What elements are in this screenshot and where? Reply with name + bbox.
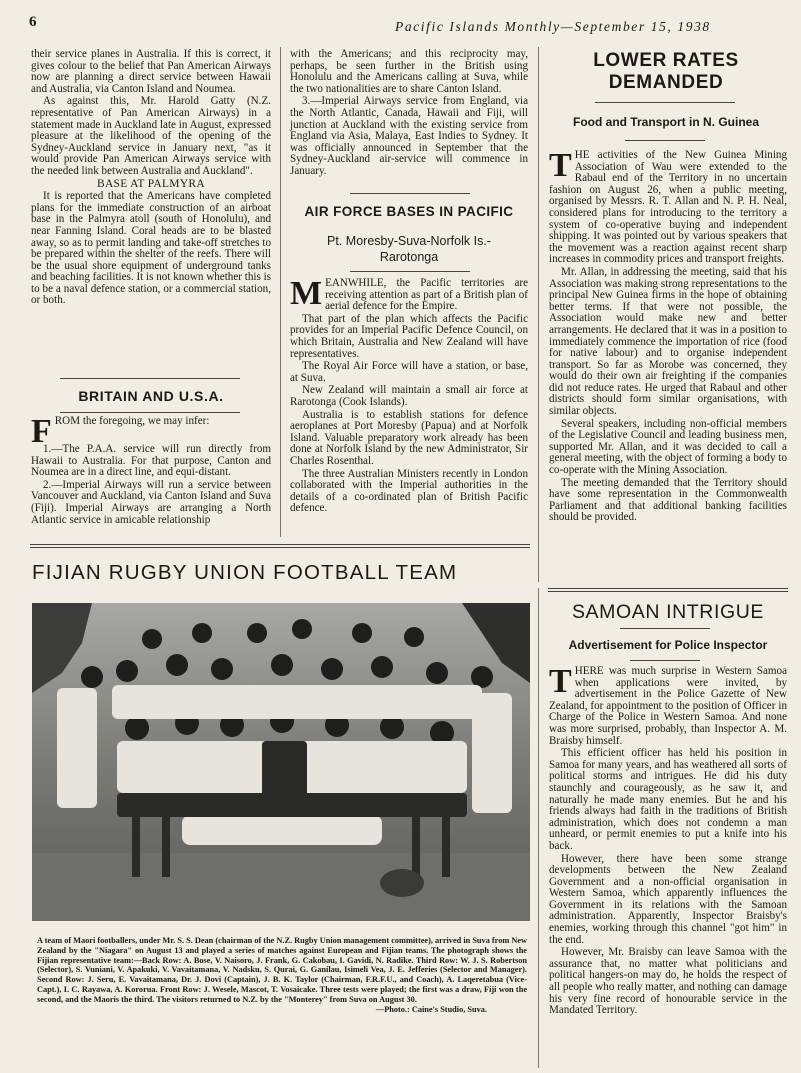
photo-caption: [37, 936, 527, 1014]
heading-rule: [625, 140, 705, 141]
col2-para7: Australia is to establish stations for defence aeroplanes at Port Moresby (Papua) and at Norfolk Island. Valuable preparatory work already has been done at Norfolk Island by the new Administrator, Sir Charles Rosenthal.: [290, 408, 528, 467]
heading-fijian-rugby: FIJIAN RUGBY UNION FOOTBALL TEAM: [32, 561, 458, 584]
samoan-column: [549, 663, 787, 1018]
samoan-para3: However, there have been some strange developments between the New Zealand Government and a non-official organisation in Western Samoa, which apparently influences the Government in its relations with the Samoan administration. Apparently, Inspector Braisby's enemies, working through this channel "got him" in the end.: [549, 852, 787, 946]
column-1: [31, 49, 271, 308]
samoan-para2: This efficient officer has held his position in Samoa for many years, and has weathered all sorts of political storms and intrigues. He did his duty staunchly and courageously, as he saw it, and naturally he made many enemies. But he and his friends always had faith in the traditions of British administration, which does not condemn a man unheard, or permit enemies to put a knife into his back.: [549, 747, 787, 852]
subheading-routes: Pt. Moresby-Suva-Norfolk Is.-Rarotonga: [327, 234, 491, 264]
col3-para4: The meeting demanded that the Territory should have some representation in the Commonwealth Parliament and that additional banking facilities should be provided.: [549, 476, 787, 524]
col3-para3: Several speakers, including non-official members of the Legislative Council and leading business men, supported Mr. Allan, and it was decided to call a general meeting, with the object of forming a body to co-operate with the Mining Association.: [549, 417, 787, 477]
heading-rule: [350, 193, 470, 194]
column-3: [549, 147, 787, 525]
heading-rule: [350, 271, 470, 272]
col1-para5: 1.—The P.A.A. service will run directly from Hawaii to Australia. For that purpose, Canton and Noumea are in a direct line, and equi-distant.: [31, 443, 271, 479]
section-divider: [548, 588, 788, 592]
dropcap-f: F: [31, 413, 52, 450]
column-2-lower: [290, 275, 528, 516]
subhead-base-at-palmyra: BASE AT PALMYRA: [96, 177, 206, 190]
heading-lower-rates: LOWER RATES DEMANDED: [593, 50, 739, 93]
col2-para6: New Zealand will maintain a small air force at Rarotonga (Cook Islands).: [290, 384, 528, 408]
heading-rule: [60, 378, 240, 379]
section-divider: [30, 544, 530, 548]
heading-britain-usa: BRITAIN AND U.S.A.: [78, 388, 224, 404]
page-number: 6: [29, 14, 37, 30]
column-divider: [280, 47, 281, 537]
column-divider: [538, 47, 539, 582]
dropcap-m: M: [290, 275, 323, 312]
column-1-lower: [31, 413, 271, 527]
heading-rule: [620, 628, 710, 629]
col1-para2: As against this, Mr. Harold Gatty (N.Z. representative of Pan American Airways) in a statement made in Auckland late in August, expressed pleasure at the likelihood of the opening of the Sydney-Auckland service in January next, "as it would provide Pan American Airways service with the needed link between Australia and Auckland".: [31, 95, 271, 177]
publication-header: Pacific Islands Monthly—September 15, 1938: [395, 19, 711, 34]
samoan-para1: HERE was much surprise in Western Samoa when applications were invited, by advertisement in the Police Gazette of New Zealand, for appointment to the position of Officer in Charge of the Police in Western Samoa. And none was more surprised, probably, than Inspector A. M. Braisby himself.: [549, 665, 787, 747]
heading-samoan-intrigue: SAMOAN INTRIGUE: [571, 601, 765, 623]
subheading-new-guinea: Food and Transport in N. Guinea: [572, 115, 759, 129]
heading-rule: [595, 102, 735, 103]
col1-para4: ROM the foregoing, we may infer:: [54, 415, 210, 427]
col1-para3: It is reported that the Americans have completed plans for the immediate construction of an airboat base in the Palmyra atoll (south of Honolulu), and near Fanning Island. Coral heads are to be blasted away, so as to permit landing and take-off stretches to be prepared within the shelter of the reefs. There will be the usual shore equipment of underground tanks and beaching facilities. It is not known whether this is to be a naval defence station, or a commercial station, or both.: [31, 190, 271, 307]
col2-para4: That part of the plan which affects the Pacific provides for an Imperial Pacific Defence Council, on which Britain, Australia and New Zealand will have representatives.: [290, 312, 528, 360]
col3-para1: HE activities of the New Guinea Mining Association of Wau were extended to the Rabaul end of the Territory in no uncertain fashion on August 26, when a public meeting, organised by Messrs. R. T. Allan and N. P. H. Neal, considered plans for introducing to the territory a system of co-operative buying and independent shipping. It was pointed out by various speakers that the movement was a reaction against recent sharp increases in commodity prices and transport freights.: [549, 149, 787, 266]
column-2: [290, 49, 528, 179]
dropcap-t: T: [549, 663, 572, 700]
caption-text: A team of Maori footballers, under Mr. S. S. Dean (chairman of the N.Z. Rugby Union management committee), arrived in Suva from New Zealand by the "Niagara" on August 13 and played a series of matches against European and Fijian teams. The photograph shows the Fijian representative team:—Back Row: A. Bose, V. Naisoro, J. Frank, G. Cakobau, I. Gavidi, N. Radike. Third Row: W. J. S. Robertson (Selector), S. Vuniani, V. Apakuki, V. Vavaitamana, V. Nadsku, S. Qurai, G. Ganilau, Isimeli Vea, J. E. Jefferies (Selector and Manager). Second Row: J. Seru, E. Vavaitamana, Dr. J. Dovi (Captain), J. B. K. Taylor (Chairman, F.R.F.U., and Coach), A. Laqeretabua (Vice-Capt.), I. C. Rayawa, A. Kororua. Front Row: J. Wesele, Mascot, T. Vosaicake. Three tests were played; the first was a draw, Fiji won the second, and the Maoris the third. The visitors returned to N.Z. by the "Monterey" from Suva on August 30.: [37, 936, 528, 1004]
samoan-para4: However, Mr. Braisby can leave Samoa with the assurance that, no matter what politicians and political hangers-on may do, he holds the respect of all people who really matter, and nothing can damage his very fine record of honourable service in the Mandated Territory.: [549, 946, 787, 1017]
col2-para3: EANWHILE, the Pacific territories are receiving attention as part of a British plan of aerial defence for the Empire.: [325, 277, 528, 313]
col1-para1: their service planes in Australia. If this is correct, it gives colour to the belief that Pan American Airways now are planning a direct service between Hawaii and Australia, via Canton Island and Noumea.: [31, 48, 271, 95]
dropcap-t: T: [549, 147, 572, 184]
team-photo-image: [32, 603, 530, 921]
col1-para6: 2.—Imperial Airways will run a service between Vancouver and Auckland, via Canton Island and Suva (Fiji). Imperial Airways are arranging a North Atlantic service in amicable relationship: [31, 478, 271, 526]
col3-para2: Mr. Allan, in addressing the meeting, said that his Association was making strong representations to the principal New Guinea firms in the hope of obtaining better terms. If that were not possible, the Association would make new and better arrangements. He declared that it was in a position to immediately commence the importation of rice (food for native labour) and to organise independent transport. So far as Morobe was concerned, they would do their own air freighting if the companies did not reduce rates. He urged that Rabaul and other districts should form similar organisations, with similar objects.: [549, 265, 787, 418]
col2-para8: The three Australian Ministers recently in London collaborated with the Imperial authorities in the details of a co-ordinated plan of British Pacific defence.: [290, 467, 528, 515]
col2-para5: The Royal Air Force will have a station, or base, at Suva.: [290, 360, 528, 384]
col2-para2: 3.—Imperial Airways service from England, via the North Atlantic, Canada, Hawaii and Fiji, will junction at Auckland with the existing service from England via Asia, Malaya, East Indies to Sydney. It was officially announced in September that the Sydney-Auckland air-service will commence in January.: [290, 95, 528, 177]
team-photograph: [32, 603, 530, 921]
col2-para1: with the Americans; and this reciprocity may, perhaps, be seen further in the British using Honolulu and the Americans calling at Suva, while the two nationalities are to share Canton Island.: [290, 48, 528, 95]
heading-rule: [60, 412, 240, 413]
heading-rule: [630, 660, 700, 661]
photo-credit: —Photo.: Caine's Studio, Suva.: [375, 1004, 487, 1014]
subheading-police-inspector: Advertisement for Police Inspector: [568, 638, 768, 652]
heading-air-force-bases: AIR FORCE BASES IN PACIFIC: [304, 204, 514, 219]
column-divider: [538, 588, 539, 1068]
